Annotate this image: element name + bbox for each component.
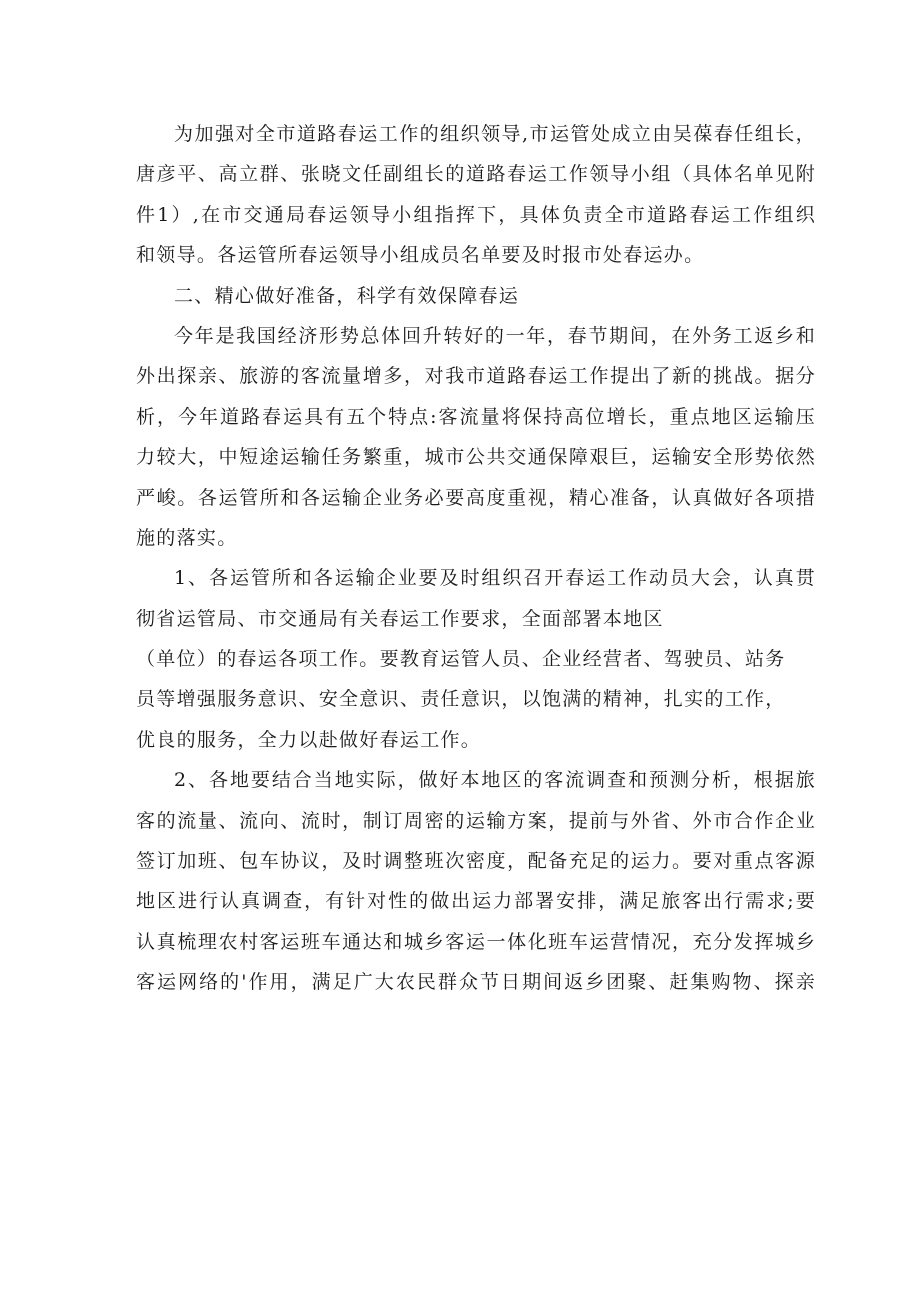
- text-line: 力较大，中短途运输任务繁重，城市公共交通保障艰巨，运输安全形势依然: [136, 446, 816, 469]
- text-line: 施的落实。: [136, 526, 238, 549]
- text-line: （单位）的春运各项工作。要教育运管人员、企业经营者、驾驶员、站务: [136, 648, 786, 671]
- text-line: 严峻。各运管所和各运输企业务必要高度重视，精心准备，认真做好各项措: [136, 486, 816, 509]
- text-line: 今年是我国经济形势总体回升转好的一年，春节期间，在外务工返乡和: [174, 324, 816, 347]
- text-line: 2、各地要结合当地实际，做好本地区的客流调查和预测分析，根据旅: [174, 769, 816, 792]
- text-line: 析，今年道路春运具有五个特点:客流量将保持高位增长，重点地区运输压: [136, 405, 816, 428]
- text-line: 认真梳理农村客运班车通达和城乡客运一体化班车运营情况，充分发挥城乡: [136, 930, 816, 953]
- text-line: 件1）,在市交通局春运领导小组指挥下，具体负责全市道路春运工作组织: [136, 203, 816, 226]
- text-line: 客运网络的'作用，满足广大农民群众节日期间返乡团聚、赶集购物、探亲: [136, 971, 816, 994]
- text-line: 唐彦平、高立群、张晓文任副组长的道路春运工作领导小组（具体名单见附: [136, 163, 816, 186]
- paragraph-item-2: [136, 760, 816, 1002]
- paragraph-leadership-group: [136, 114, 816, 276]
- heading-line: 二、精心做好准备，科学有效保障春运: [174, 284, 520, 307]
- text-line: 彻省运管局、市交通局有关春运工作要求，全面部署本地区: [136, 607, 664, 630]
- section-heading: [136, 276, 816, 316]
- paragraph-situation-analysis: [136, 316, 816, 558]
- document-body: [136, 114, 816, 1003]
- text-line: 员等增强服务意识、安全意识、责任意识，以饱满的精神，扎实的工作，: [136, 688, 786, 711]
- text-line: 外出探亲、旅游的客流量增多，对我市道路春运工作提出了新的挑战。据分: [136, 365, 816, 388]
- text-line: 和领导。各运管所春运领导小组成员名单要及时报市处春运办。: [136, 244, 705, 267]
- paragraph-item-1: [136, 558, 816, 760]
- text-line: 1、各运管所和各运输企业要及时组织召开春运工作动员大会，认真贯: [174, 567, 816, 590]
- text-line: 客的流量、流向、流时，制订周密的运输方案，提前与外省、外市合作企业: [136, 809, 816, 832]
- text-line: 地区进行认真调查，有针对性的做出运力部署安排，满足旅客出行需求;要: [136, 890, 816, 913]
- text-line: 优良的服务，全力以赴做好春运工作。: [136, 728, 482, 751]
- text-line: 为加强对全市道路春运工作的组织领导,市运管处成立由吴葆春任组长，: [174, 123, 816, 145]
- text-line: 签订加班、包车协议，及时调整班次密度，配备充足的运力。要对重点客源: [136, 850, 816, 873]
